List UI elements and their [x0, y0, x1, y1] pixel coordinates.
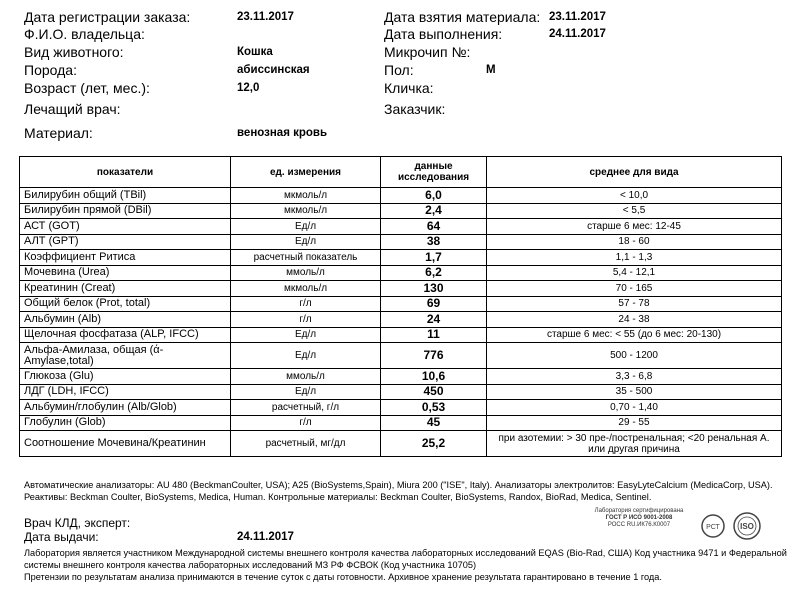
result-value: 38 — [381, 234, 487, 250]
table-row — [20, 415, 782, 431]
table-row — [20, 312, 782, 328]
svg-text:РСТ: РСТ — [706, 524, 720, 531]
material-value: венозная кровь — [237, 127, 328, 139]
reference-range: 18 - 60 — [487, 234, 782, 250]
unit-cell: расчетный показатель — [231, 250, 381, 266]
parameter-name: Глобулин (Glob) — [20, 415, 231, 431]
parameter-name: ЛДГ (LDH, IFCC) — [20, 384, 231, 400]
result-value: 6,0 — [381, 188, 487, 204]
result-value: 130 — [381, 281, 487, 297]
reference-range: 24 - 38 — [487, 312, 782, 328]
eqas-note-line2: системы внешнего контроля качества лабораторных исследований МЗ РФ ФСВОК (Код участника 10705) — [24, 560, 476, 570]
table-row — [20, 431, 782, 457]
table-row — [20, 369, 782, 385]
parameter-name: АЛТ (GPT) — [20, 234, 231, 250]
col-header-parameter: показатели — [20, 157, 231, 188]
parameter-name: Альбумин/глобулин (Alb/Glob) — [20, 400, 231, 416]
result-value: 6,2 — [381, 265, 487, 281]
parameter-name: Мочевина (Urea) — [20, 265, 231, 281]
breed-value: абиссинская — [237, 64, 310, 76]
result-value: 45 — [381, 415, 487, 431]
reference-range: 3,3 - 6,8 — [487, 369, 782, 385]
reference-range: 35 - 500 — [487, 384, 782, 400]
unit-cell: мкмоль/л — [231, 188, 381, 204]
table-row — [20, 327, 782, 343]
material-label: Материал: — [24, 125, 93, 141]
parameter-name: Билирубин прямой (DBil) — [20, 203, 231, 219]
parameter-name: Соотношение Мочевина/Креатинин — [20, 431, 231, 457]
table-row — [20, 203, 782, 219]
table-row — [20, 296, 782, 312]
reference-range: 70 - 165 — [487, 281, 782, 297]
reference-range: при азотемии: > 30 пре-/постренальная; <20 ренальная А. или другая причина — [487, 431, 782, 457]
table-header-row — [20, 157, 782, 188]
claims-note: Претензии по результатам анализа принимаются в течение суток с даты готовности. Архивное хранение результата гарантировано в течение 1 года. — [24, 572, 662, 582]
result-value: 450 — [381, 384, 487, 400]
unit-cell: Ед/л — [231, 234, 381, 250]
table-row — [20, 400, 782, 416]
result-value: 1,7 — [381, 250, 487, 266]
parameter-name: АСТ (GOT) — [20, 219, 231, 235]
issue-date-label: Дата выдачи: — [24, 530, 99, 544]
done-date-value: 24.11.2017 — [549, 28, 606, 40]
parameter-name: Креатинин (Creat) — [20, 281, 231, 297]
parameter-name: Альфа-Амилаза, общая (ά-Amylase,total) — [20, 343, 231, 369]
unit-cell: ммоль/л — [231, 265, 381, 281]
reference-range: 29 - 55 — [487, 415, 782, 431]
reference-range: старше 6 мес: 12-45 — [487, 219, 782, 235]
unit-cell: г/л — [231, 312, 381, 328]
cert-line1: Лаборатория сертифицирована — [594, 508, 684, 514]
unit-cell: г/л — [231, 296, 381, 312]
sex-label: Пол: — [384, 62, 414, 78]
lab-doctor-label: Врач КЛД, эксперт: — [24, 516, 131, 530]
cert-line2: ГОСТ Р ИСО 9001-2008 — [605, 515, 673, 521]
reagents-note: Реактивы: Beckman Coulter, BioSystems, Medica, Human. Контрольные материалы: Beckman Coulter, BioSystems, Randox, BioRad, Medica, Sentinel. — [24, 492, 652, 502]
species-value: Кошка — [237, 46, 273, 58]
reference-range: 57 - 78 — [487, 296, 782, 312]
done-date-label: Дата выполнения: — [384, 26, 503, 42]
issue-date-value: 24.11.2017 — [237, 531, 294, 543]
unit-cell: Ед/л — [231, 327, 381, 343]
doctor-label: Лечащий врач: — [24, 101, 121, 117]
rst-certification-logo — [700, 513, 726, 539]
reference-range: 0,70 - 1,40 — [487, 400, 782, 416]
cert-line3: РОСС RU.ИК76.К0007 — [607, 522, 671, 528]
table-row — [20, 250, 782, 266]
result-value: 776 — [381, 343, 487, 369]
result-value: 24 — [381, 312, 487, 328]
sample-date-value: 23.11.2017 — [549, 11, 606, 23]
sex-value: М — [486, 64, 496, 76]
age-label: Возраст (лет, мес.): — [24, 80, 150, 96]
unit-cell: ммоль/л — [231, 369, 381, 385]
unit-cell: мкмоль/л — [231, 203, 381, 219]
col-header-unit: ед. измерения — [231, 157, 381, 188]
result-value: 11 — [381, 327, 487, 343]
nickname-label: Кличка: — [384, 80, 434, 96]
reg-date-label: Дата регистрации заказа: — [24, 9, 191, 25]
parameter-name: Глюкоза (Glu) — [20, 369, 231, 385]
iso-certification-logo — [732, 511, 762, 541]
unit-cell: Ед/л — [231, 343, 381, 369]
breed-label: Порода: — [24, 62, 77, 78]
reference-range: 500 - 1200 — [487, 343, 782, 369]
svg-text:ISO: ISO — [740, 522, 754, 531]
species-label: Вид животного: — [24, 44, 124, 60]
unit-cell: г/л — [231, 415, 381, 431]
unit-cell: Ед/л — [231, 384, 381, 400]
parameter-name: Щелочная фосфатаза (ALP, IFCC) — [20, 327, 231, 343]
result-value: 0,53 — [381, 400, 487, 416]
col-header-result: данные исследования — [381, 157, 487, 188]
table-row — [20, 234, 782, 250]
table-row — [20, 219, 782, 235]
col-header-reference: среднее для вида — [487, 157, 782, 188]
eqas-note-line1: Лаборатория является участником Международной системы внешнего контроля качества лабораторных исследований EQAS (Bio-Rad, США) Код участника 9471 и Федеральной — [24, 548, 787, 558]
result-value: 25,2 — [381, 431, 487, 457]
reference-range: старше 6 мес: < 55 (до 6 мес: 20-130) — [487, 327, 782, 343]
result-value: 2,4 — [381, 203, 487, 219]
customer-label: Заказчик: — [384, 101, 446, 117]
unit-cell: Ед/л — [231, 219, 381, 235]
parameter-name: Коэффициент Ритиса — [20, 250, 231, 266]
reference-range: 5,4 - 12,1 — [487, 265, 782, 281]
reference-range: 1,1 - 1,3 — [487, 250, 782, 266]
analyzers-note: Автоматические анализаторы: AU 480 (BeckmanCoulter, USA); A25 (BioSystems,Spain), Miura 200 ("ISE", Italy). Анализаторы электролитов: EasyLyteCalcium (MedicaCorp, USA). — [24, 480, 773, 490]
table-row — [20, 265, 782, 281]
reference-range: < 5,5 — [487, 203, 782, 219]
age-value: 12,0 — [237, 82, 260, 94]
table-row — [20, 188, 782, 204]
parameter-name: Билирубин общий (TBil) — [20, 188, 231, 204]
unit-cell: расчетный, мг/дл — [231, 431, 381, 457]
unit-cell: мкмоль/л — [231, 281, 381, 297]
parameter-name: Общий белок (Prot, total) — [20, 296, 231, 312]
table-row — [20, 343, 782, 369]
result-value: 69 — [381, 296, 487, 312]
unit-cell: расчетный, г/л — [231, 400, 381, 416]
result-value: 64 — [381, 219, 487, 235]
results-table — [19, 156, 782, 457]
chip-label: Микрочип №: — [384, 44, 471, 60]
table-row — [20, 281, 782, 297]
reference-range: < 10,0 — [487, 188, 782, 204]
owner-label: Ф.И.О. владельца: — [24, 26, 145, 42]
result-value: 10,6 — [381, 369, 487, 385]
certification-text — [564, 508, 714, 529]
reg-date-value: 23.11.2017 — [237, 11, 294, 23]
sample-date-label: Дата взятия материала: — [384, 9, 541, 25]
table-row — [20, 384, 782, 400]
parameter-name: Альбумин (Alb) — [20, 312, 231, 328]
